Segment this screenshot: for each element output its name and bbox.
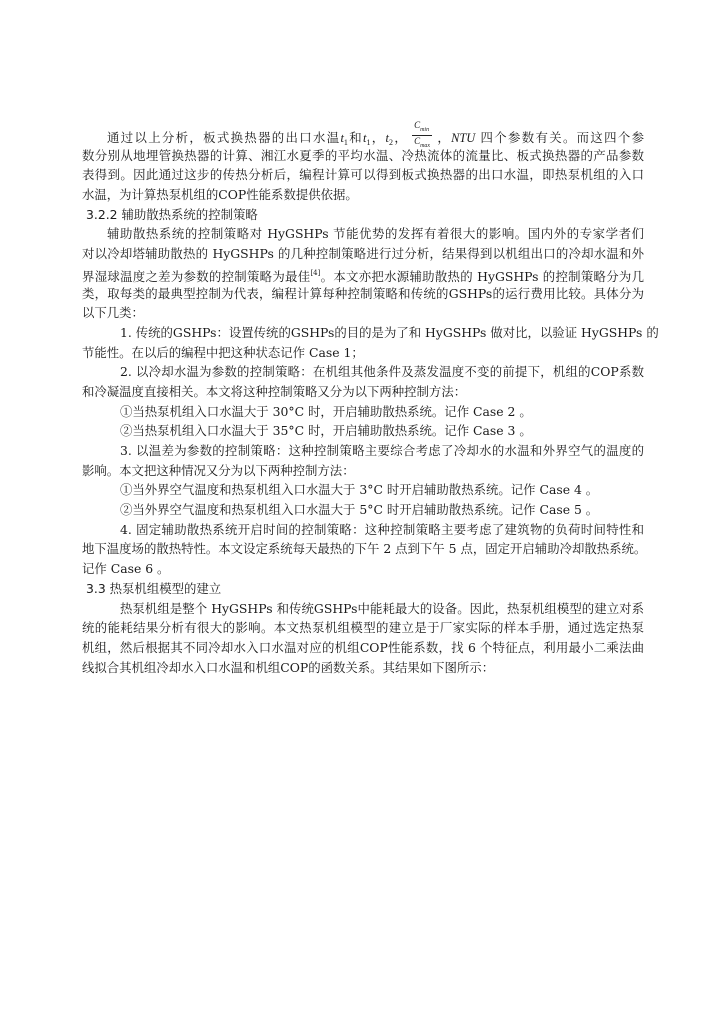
paragraph-1-line-3: 表得到。因此通过这步的传热分析后，编程计算可以得到板式换热器的出口水温，即热泵机组的入口 (82, 167, 644, 183)
citation-ref: [4] (310, 268, 321, 277)
p1-prefix: 通过以上分析，板式换热器的出口水温 (107, 129, 341, 145)
paragraph-3-line-2: 统的能耗结果分析有很大的影响。本文热泵机组模型的建立是于厂家实际的样本手册，通过选定热泵 (82, 620, 644, 636)
paragraph-2-line-1: 辅助散热系统的控制策略对 HyGSHPs 节能优势的发挥有着很大的影响。国内外的专家学者们 (107, 226, 644, 242)
p1-suffix: 四个参数有关。而这四个参 (480, 129, 645, 145)
item-1-line-1: 1. 传统的GSHPs：设置传统的GSHPs的目的是为了和 HyGSHPs 做对比，以验证 HyGSHPs 的 (120, 324, 659, 340)
item-1-line-2: 节能性。在以后的编程中把这种状态记作 Case 1； (82, 344, 364, 360)
section-heading-3-2-2: 3.2.2 辅助散热系统的控制策略 (86, 206, 258, 222)
paragraph-1-line-1: 通过以上分析，板式换热器的出口水温$t_1$和$t_1$，$t_2$， $\frac{C_{min}}{C_{max}}$ ，NTU 四个参数有关。而这四个参 (107, 120, 645, 149)
capacity-ratio-fraction: $\frac{C_{min}}{C_{max}}$ (414, 120, 431, 149)
item-2-sub-1: ①当热泵机组入口水温大于 30°C 时，开启辅助散热系统。记作 Case 2 。 (120, 403, 532, 419)
paragraph-2-line-2: 对以冷却塔辅助散热的 HyGSHPs 的几种控制策略进行过分析，结果得到以机组出口的冷却水温和外 (82, 246, 644, 262)
paragraph-1-line-4: 水温，为计算热泵机组的COP性能系数提供依据。 (82, 187, 358, 203)
paragraph-3-line-4: 线拟合其机组冷却水入口水温和机组COP的函数关系。其结果如下图所示： (82, 659, 495, 675)
paragraph-2-line-4: 类，取每类的最典型控制为代表，编程计算每种控制策略和传统的GSHPs的运行费用比较。具体分为 (82, 285, 644, 301)
document-page (82, 120, 659, 677)
ntu-symbol: NTU (451, 130, 476, 145)
paragraph-2-line-5: 以下几类： (82, 305, 144, 321)
item-2-sub-2: ②当热泵机组入口水温大于 35°C 时，开启辅助散热系统。记作 Case 3 。 (120, 423, 532, 439)
item-4-line-1: 4. 固定辅助散热系统开启时间的控制策略：这种控制策略主要考虑了建筑物的负荷时间特性和 (120, 521, 644, 537)
item-3-sub-2: ②当外界空气温度和热泵机组入口水温大于 5°C 时开启辅助散热系统。记作 Case 5 。 (120, 502, 599, 518)
item-3-line-2: 影响。本文把这种情况又分为以下两种控制方法： (82, 462, 355, 478)
section-heading-3-3: 3.3 热泵机组模型的建立 (86, 580, 222, 596)
t1-inlet-symbol: $t_1$ (363, 130, 371, 147)
item-4-line-2: 地下温度场的散热特性。本文设定系统每天最热的下午 2 点到下午 5 点，固定开启辅助冷却散热系统。 (82, 541, 647, 557)
paragraph-3-line-1: 热泵机组是整个 HyGSHPs 和传统GSHPs中能耗最大的设备。因此，热泵机组模型的建立对系 (120, 600, 644, 616)
t1-outlet-symbol: $t_1$ (340, 130, 348, 147)
paragraph-1-line-2: 数分别从地埋管换热器的计算、湘江水夏季的平均水温、冷热流体的流量比、板式换热器的产品参数 (82, 147, 644, 163)
paragraph-2-line-3: 界湿球温度之差为参数的控制策略为最佳[4]。本文亦把水源辅助散热的 HyGSHPs 的控制策略分为几 (82, 268, 645, 284)
and-text: 和 (347, 129, 363, 145)
item-2-line-2: 和冷凝温度直接相关。本文将这种控制策略又分为以下两种控制方法： (82, 383, 467, 399)
t2-symbol: $t_2$ (385, 130, 393, 147)
paragraph-3-line-3: 机组，然后根据其不同冷却水入口水温对应的机组COP性能系数，找 6 个特征点，利用最小二乘法曲 (82, 639, 644, 655)
item-3-sub-1: ①当外界空气温度和热泵机组入口水温大于 3°C 时开启辅助散热系统。记作 Case 4 。 (120, 482, 599, 498)
item-2-line-1: 2. 以冷却水温为参数的控制策略：在机组其他条件及蒸发温度不变的前提下，机组的COP系数 (120, 364, 644, 380)
item-3-line-1: 3. 以温差为参数的控制策略：这种控制策略主要综合考虑了冷却水的水温和外界空气的温度的 (120, 443, 644, 458)
item-4-line-3: 记作 Case 6 。 (82, 561, 170, 577)
faint-watermark (262, 728, 275, 763)
